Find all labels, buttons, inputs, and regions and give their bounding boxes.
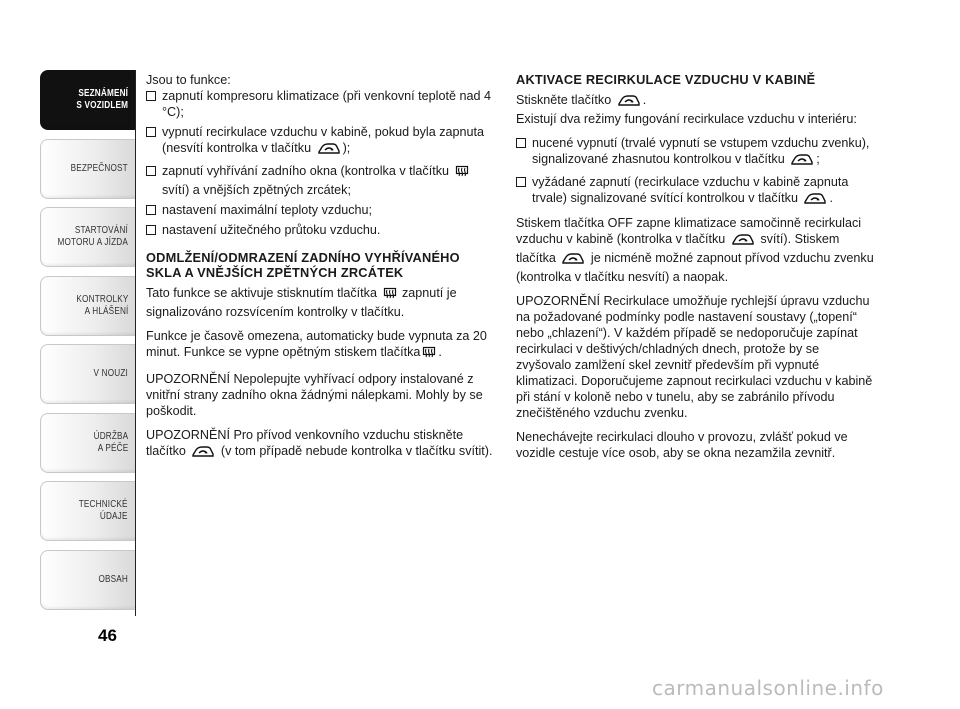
left-column (146, 72, 498, 470)
list-item-text: ); (342, 141, 351, 155)
paragraph-text: (v tom případě nebude kontrolka v tlačítku svítit). (220, 444, 493, 458)
tab-udrzba[interactable] (40, 413, 136, 473)
tab-obsah[interactable] (40, 550, 136, 610)
list-item-text: nucené vypnutí (trvalé vypnutí se vstupem vzduchu zvenku), signalizované zhasnutou kontrolkou v tlačítku (532, 136, 870, 166)
warning-paragraph: UPOZORNĚNÍ Nepolepujte vyhřívací odpory instalované z vnitřní strany zadního okna žádnými nálepkami. Mohly by se poškodit. (146, 372, 483, 418)
watermark: carmanualsonline.info (652, 676, 884, 700)
list-item (516, 135, 876, 170)
tab-label: KONTROLKY A HLÁŠENÍ (75, 293, 128, 317)
tab-label: BEZPEČNOST (70, 162, 128, 174)
tab-label: ÚDRŽBA A PÉČE (93, 430, 128, 454)
list-item (146, 124, 498, 159)
warning-paragraph: UPOZORNĚNÍ Recirkulace umožňuje rychlejší úpravu vzduchu na požadované podmínky podle nastavení soustavy („topení“ nebo „chlazení“). V každém případě se nedoporučuje zapínat recirkulaci v deštivých/chladných dnech, protože by se zvyšovalo zamlžení skel zevnitř především při vypnuté klimatizaci. Doporučujeme zapnout recirkulaci vzduchu v kabině při stání v koloně nebo v tunelu, aby se zabránilo přívodu znečištěného vzduchu zvenku. (516, 294, 873, 420)
chapter-tabs (40, 70, 136, 618)
tab-v-nouzi[interactable] (40, 344, 136, 404)
paragraph-text: Funkce je časově omezena, automaticky bude vypnuta za 20 minut. Funkce se vypne opětným stiskem tlačítka (146, 329, 487, 359)
tab-label: OBSAH (98, 573, 128, 585)
section-heading: AKTIVACE RECIRKULACE VZDUCHU V KABINĚ (516, 72, 816, 87)
paragraph (516, 215, 876, 285)
right-column (516, 72, 876, 469)
tab-startovani-motoru[interactable] (40, 207, 136, 267)
list-item (516, 174, 876, 209)
tab-bezpecnost[interactable] (40, 139, 136, 199)
tab-label: TECHNICKÉ ÚDAJE (79, 499, 128, 522)
car-recirculation-icon (191, 445, 215, 462)
paragraph (516, 92, 876, 111)
list-item-text: nastavení maximální teploty vzduchu; (162, 203, 373, 217)
tab-technicke-udaje[interactable] (40, 481, 136, 541)
paragraph-text: zapnutí je signalizováno rozsvícením kontrolky v tlačítku. (146, 286, 457, 319)
list-item-text: zapnutí kompresoru klimatizace (při venkovní teplotě nad 4 °C); (162, 89, 492, 119)
list-item-text: nastavení užitečného průtoku vzduchu. (162, 223, 381, 237)
car-recirculation-icon (790, 153, 814, 170)
list-item-text: vypnutí recirkulace vzduchu v kabině, pokud byla zapnuta (nesvítí kontrolka v tlačítku (162, 125, 485, 155)
list-item (146, 222, 498, 238)
mode-list (516, 135, 876, 209)
car-recirculation-icon (561, 252, 585, 269)
list-item (146, 163, 498, 198)
car-recirculation-icon (731, 233, 755, 250)
car-recirculation-icon (803, 192, 827, 209)
warning-paragraph (146, 427, 498, 462)
tab-label: STARTOVÁNÍ MOTORU A JÍZDA (57, 225, 128, 248)
paragraph: Nenechávejte recirkulaci dlouho v provozu, zvlášť pokud ve vozidle cestuje více osob, aby se okna nezamžila zevnitř. (516, 430, 848, 460)
list-item (146, 202, 498, 218)
list-item-text: vyžádané zapnutí (recirkulace vzduchu v kabině zapnuta trvale) signalizované svítící kontrolkou v tlačítku (532, 175, 849, 205)
tab-label: SEZNÁMENÍ S VOZIDLEM (76, 88, 128, 111)
tab-kontrolky[interactable] (40, 276, 136, 336)
rear-window-heater-icon (383, 287, 397, 304)
paragraph: Existují dva režimy fungování recirkulace vzduchu v interiéru: (516, 112, 857, 126)
list-item-text: . (829, 191, 833, 205)
intro-text: Jsou to funkce: (146, 73, 231, 87)
car-recirculation-icon (617, 94, 641, 111)
paragraph (146, 328, 498, 363)
rear-window-heater-icon (455, 165, 469, 182)
list-item-text: svítí) a vnějších zpětných zrcátek; (162, 183, 351, 197)
paragraph-text: UPOZORNĚNÍ Pro přívod venkovního vzduchu stiskněte tlačítko (146, 428, 464, 458)
paragraph-text: Stiskněte tlačítko (516, 93, 612, 107)
paragraph-text: je nicméně možné zapnout přívod vzduchu zvenku (kontrolka v tlačítku nesvítí) a naopak. (516, 251, 874, 284)
tab-seznameni-s-vozidlem[interactable] (40, 70, 136, 130)
paragraph-text: Tato funkce se aktivuje stisknutím tlačítka (146, 286, 377, 300)
function-list (146, 88, 498, 238)
car-recirculation-icon (317, 142, 341, 159)
rear-window-heater-icon (422, 346, 436, 363)
list-item-text: ; (816, 152, 820, 166)
sidebar-divider (135, 70, 136, 616)
section-heading: ODMLŽENÍ/ODMRAZENÍ ZADNÍHO VYHŘÍVANÉHO SKLA A VNĚJŠÍCH ZPĚTNÝCH ZRCÁTEK (146, 250, 460, 280)
list-item (146, 88, 498, 120)
list-item-text: zapnutí vyhřívání zadního okna (kontrolka v tlačítku (162, 164, 450, 178)
paragraph-text: . (438, 345, 442, 359)
paragraph (146, 285, 498, 320)
paragraph-text: svítí). Stiskem tlačítka (516, 232, 840, 265)
page-number: 46 (98, 626, 117, 645)
tab-label: V NOUZI (93, 368, 128, 379)
paragraph-text: Stiskem tlačítka OFF zapne klimatizace samočinně recirkulaci vzduchu v kabině (kontrolka v tlačítku (516, 216, 862, 246)
paragraph-text: . (642, 93, 647, 107)
